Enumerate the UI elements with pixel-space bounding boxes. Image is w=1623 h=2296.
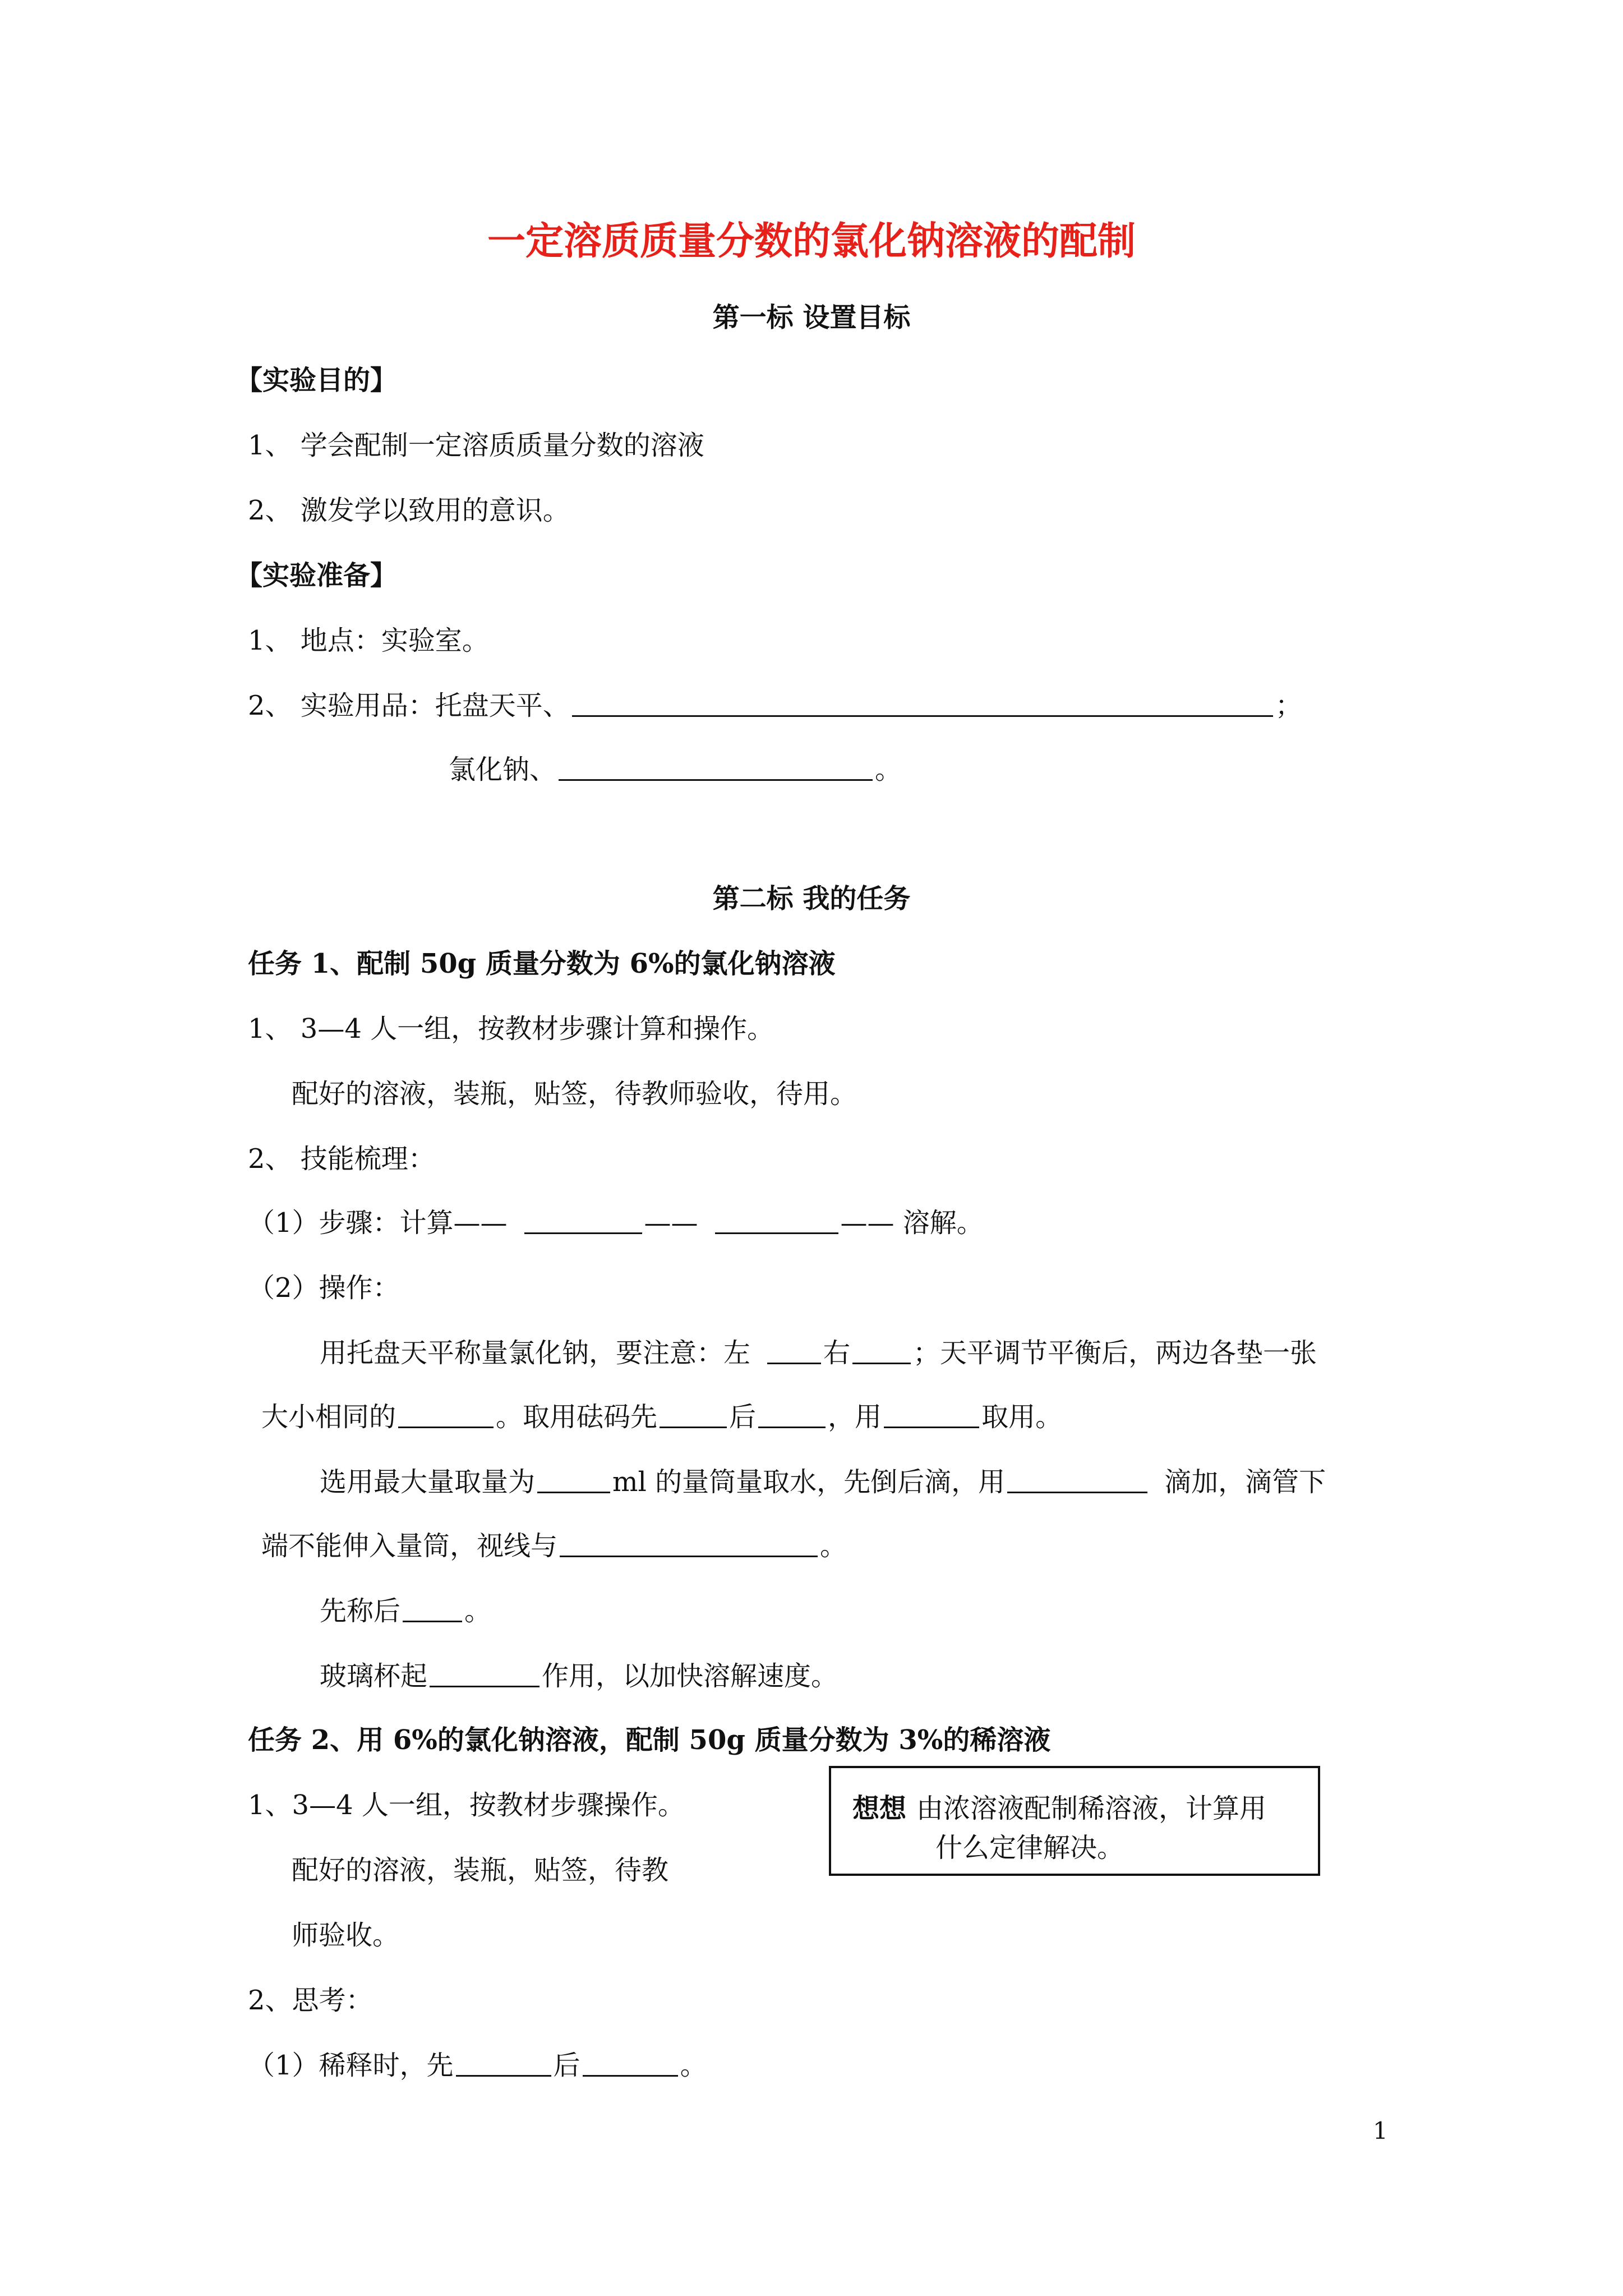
fill-blank-reagents[interactable] (559, 753, 873, 781)
prep-item-3-suffix: 。 (875, 754, 902, 785)
prep-item-2-suffix: ； (1275, 690, 1302, 721)
fill-blank-tool[interactable] (884, 1401, 979, 1428)
task1-item-2: 2、 技能梳理： (248, 1143, 435, 1175)
q1-text-b: 后 (553, 2050, 580, 2081)
fill-blank-dropper[interactable] (1007, 1466, 1147, 1493)
task2-item-2: 2、思考： (248, 1985, 373, 2016)
step-sep-2: —— 溶解。 (840, 1207, 984, 1239)
q1-text-c: 。 (680, 2050, 707, 2081)
page-number: 1 (1373, 2117, 1388, 2145)
think-box-text-1: 由浓溶液配制稀溶液，计算用 (916, 1793, 1267, 1824)
op6-text-a: 玻璃杯起 (320, 1660, 428, 1692)
op2-text-c: 后 (729, 1401, 757, 1433)
op4-text-b: 。 (820, 1530, 847, 1562)
think-box-line-1 (852, 1792, 1266, 1825)
prep-item-2-prefix: 2、 实验用品：托盘天平、 (248, 690, 570, 721)
fill-blank-rod-function[interactable] (430, 1660, 540, 1687)
op-heading: （2）操作： (248, 1272, 400, 1304)
fill-blank-dilute-first[interactable] (456, 2049, 551, 2077)
think-box (829, 1766, 1320, 1876)
task1-item-1: 1、 3—4 人一组，按教材步骤计算和操作。 (248, 1013, 774, 1045)
section1-heading: 第一标 设置目标 (712, 302, 911, 333)
op1-text-b: 右 (823, 1337, 851, 1369)
purpose-heading: 【实验目的】 (236, 365, 398, 396)
fill-blank-equipment[interactable] (572, 689, 1273, 717)
fill-blank-sight-line[interactable] (560, 1530, 818, 1557)
op2-text-d: ，用 (828, 1401, 882, 1433)
purpose-item-1: 1、 学会配制一定溶质质量分数的溶液 (248, 430, 704, 461)
task2-item-1-cont-1: 配好的溶液，装瓶，贴签，待教 (292, 1855, 669, 1886)
op-line-1 (320, 1336, 1317, 1370)
prep-item-3 (449, 753, 902, 786)
op-line-3 (320, 1465, 1326, 1499)
op2-text-a: 大小相同的 (261, 1401, 396, 1433)
task1-item-1-cont: 配好的溶液，装瓶，贴签，待教师验收，待用。 (292, 1078, 857, 1110)
op-line-6 (320, 1659, 838, 1693)
fill-blank-step-2[interactable] (524, 1207, 642, 1234)
task2-item-1: 1、3—4 人一组，按教材步骤操作。 (248, 1789, 685, 1821)
fill-blank-paper[interactable] (398, 1401, 494, 1428)
op3-text-b: ml 的量筒量取水，先倒后滴，用 (612, 1466, 1006, 1498)
step-sep-1: —— (644, 1207, 698, 1239)
fill-blank-weight-first[interactable] (660, 1401, 727, 1428)
fill-blank-measure-order[interactable] (403, 1595, 462, 1622)
op3-text-a: 选用最大量取量为 (320, 1466, 536, 1498)
task2-item-1-cont-2: 师验收。 (292, 1920, 400, 1951)
step-prefix: （1）步骤：计算—— (248, 1207, 508, 1239)
op-line-5 (320, 1594, 491, 1628)
op1-text-c: ；天平调节平衡后，两边各垫一张 (913, 1337, 1317, 1369)
prep-item-1: 1、 地点：实验室。 (248, 625, 489, 656)
fill-blank-cylinder-volume[interactable] (537, 1466, 610, 1493)
fill-blank-step-3[interactable] (715, 1207, 838, 1234)
op5-text-a: 先称后 (320, 1595, 401, 1627)
q1-line (248, 2049, 707, 2082)
op-line-2 (261, 1400, 1062, 1434)
fill-blank-dilute-second[interactable] (583, 2049, 678, 2077)
purpose-item-2: 2、 激发学以致用的意识。 (248, 495, 570, 526)
step-line (248, 1206, 984, 1240)
op1-text-a: 用托盘天平称量氯化钠，要注意：左 (320, 1337, 751, 1369)
fill-blank-weight-second[interactable] (758, 1401, 826, 1428)
op6-text-b: 作用，以加快溶解速度。 (542, 1660, 838, 1692)
q1-text-a: （1）稀释时，先 (248, 2050, 454, 2081)
think-box-line-2: 什么定律解决。 (935, 1832, 1124, 1864)
task2-heading: 任务 2、用 6%的氯化钠溶液，配制 50g 质量分数为 3%的稀溶液 (248, 1724, 1051, 1756)
op3-text-c: 滴加，滴管下 (1164, 1466, 1326, 1498)
prep-item-3-prefix: 氯化钠、 (449, 754, 557, 785)
task1-heading: 任务 1、配制 50g 质量分数为 6%的氯化钠溶液 (248, 948, 836, 979)
think-box-label: 想想 (852, 1793, 907, 1824)
op2-text-b: 。取用砝码先 (496, 1401, 658, 1433)
op-line-4 (261, 1529, 847, 1563)
op4-text-a: 端不能伸入量筒，视线与 (261, 1530, 558, 1562)
fill-blank-right-pan[interactable] (852, 1337, 911, 1364)
prep-item-2 (248, 689, 1302, 723)
prep-heading: 【实验准备】 (236, 560, 398, 591)
op2-text-e: 取用。 (981, 1401, 1063, 1433)
fill-blank-left-pan[interactable] (767, 1337, 821, 1364)
op5-text-b: 。 (464, 1595, 492, 1627)
page-title: 一定溶质质量分数的氯化钠溶液的配制 (487, 219, 1136, 264)
section2-heading: 第二标 我的任务 (712, 883, 911, 914)
